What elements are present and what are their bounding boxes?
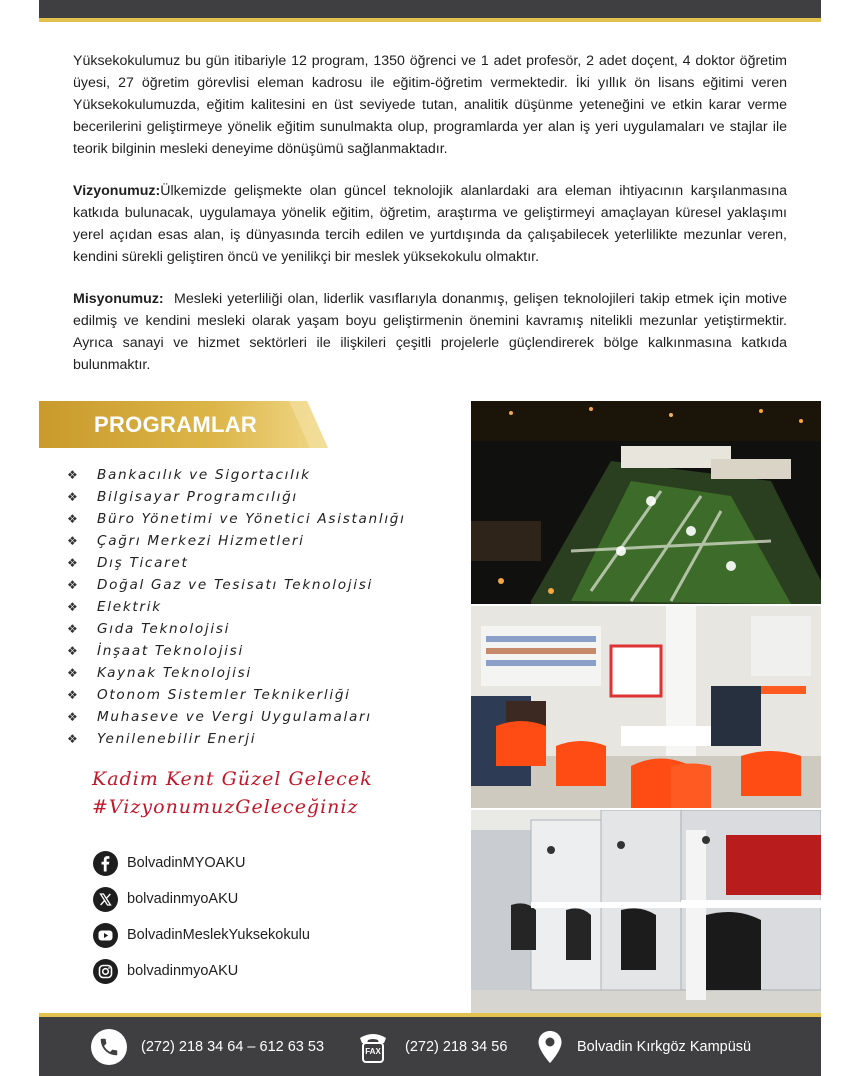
location-pin-icon (537, 1030, 563, 1064)
diamond-bullet-icon: ❖ (67, 468, 78, 482)
slogan-line-1: Kadim Kent Güzel Gelecek (92, 768, 373, 790)
diamond-bullet-icon: ❖ (67, 732, 78, 746)
social-instagram[interactable] (93, 958, 238, 984)
mission-text: Mesleki yeterliliği olan, liderlik vasıflarıyla donanmış, gelişen teknolojileri takip etmek için motive edilmiş ve kendini mesleki olarak yaşam boyu geliştirmenin önemini kavramış nitelikli mezunlar yetiştirmektir. Ayrıca sanayi ve hizmet sektörleri ile ilişkileri çeşitli projelerle güçlendirerek bölge kalkınmasına katkıda bulunmaktır. (73, 291, 787, 373)
program-name: Dış Ticaret (97, 555, 189, 571)
footer-bar (39, 1017, 821, 1076)
diamond-bullet-icon: ❖ (67, 666, 78, 680)
program-name: Çağrı Merkezi Hizmetleri (97, 533, 305, 549)
footer-location[interactable] (537, 1017, 751, 1076)
program-name: Gıda Teknolojisi (97, 621, 231, 637)
program-name: İnşaat Teknolojisi (97, 643, 244, 659)
diamond-bullet-icon: ❖ (67, 534, 78, 548)
youtube-icon (93, 923, 118, 948)
program-name: Büro Yönetimi ve Yönetici Asistanlığı (97, 511, 406, 527)
facebook-icon (93, 851, 118, 876)
diamond-bullet-icon: ❖ (67, 644, 78, 658)
header-accent-line (39, 18, 821, 22)
program-item (67, 552, 406, 574)
diamond-bullet-icon: ❖ (67, 622, 78, 636)
program-name: Muhaseve ve Vergi Uygulamaları (97, 709, 372, 725)
phone-number: (272) 218 34 64 – 612 63 53 (141, 1038, 325, 1055)
social-youtube[interactable] (93, 922, 310, 948)
program-item (67, 728, 406, 750)
fax-icon (355, 1029, 391, 1065)
program-item (67, 574, 406, 596)
diamond-bullet-icon: ❖ (67, 512, 78, 526)
program-name: Otonom Sistemler Teknikerliği (97, 687, 351, 703)
program-name: Bilgisayar Programcılığı (97, 489, 298, 505)
diamond-bullet-icon: ❖ (67, 490, 78, 504)
intro-paragraph: Yüksekokulumuz bu gün itibariyle 12 program, 1350 öğrenci ve 1 adet profesör, 2 adet doçent, 4 doktor öğretim üyesi, 27 öğretim görevlisi eleman kadrosu ile eğitim-öğretim vermektedir. İki yıllık ön lisans eğitimi veren Yüksekokulumuzda, eğitim kalitesini en üst seviyede tutan, analitik düşünme yeteneğini ve etkin karar verme becerilerini geliştirmeye yönelik eğitim sunulmakta olup, programlarda yer alan iş yeri uygulamaları ve stajlar ile teorik bilginin mesleki deneyime dönüşümü sağlanmaktadır. (73, 53, 787, 157)
social-facebook[interactable] (93, 850, 245, 876)
program-item (67, 640, 406, 662)
diamond-bullet-icon: ❖ (67, 688, 78, 702)
programs-list (67, 464, 406, 750)
program-item (67, 618, 406, 640)
social-handle: bolvadinmyoAKU (127, 963, 239, 979)
header-bar (39, 0, 821, 18)
footer-fax[interactable] (355, 1017, 507, 1076)
program-name: Kaynak Teknolojisi (97, 665, 252, 681)
campus-location: Bolvadin Kırkgöz Kampüsü (577, 1038, 752, 1055)
social-handle: BolvadinMeslekYuksekokulu (127, 927, 310, 943)
instagram-icon (93, 959, 118, 984)
mission-label: Misyonumuz: (73, 291, 164, 307)
x-icon (93, 887, 118, 912)
library-photo (471, 606, 821, 808)
diamond-bullet-icon: ❖ (67, 710, 78, 724)
social-handle: BolvadinMYOAKU (127, 855, 246, 871)
call-center-photo (471, 810, 821, 1013)
fax-number: (272) 218 34 56 (405, 1038, 508, 1055)
footer-phone[interactable] (91, 1017, 324, 1076)
program-item (67, 486, 406, 508)
program-name: Bankacılık ve Sigortacılık (97, 467, 311, 483)
program-name: Doğal Gaz ve Tesisatı Teknolojisi (97, 577, 373, 593)
programs-title: PROGRAMLAR (94, 412, 258, 437)
vision-paragraph (73, 180, 787, 268)
program-item (67, 706, 406, 728)
program-item (67, 684, 406, 706)
social-handle: bolvadinmyoAKU (127, 891, 239, 907)
program-item (67, 464, 406, 486)
campus-night-photo (471, 401, 821, 604)
programs-banner (39, 401, 328, 448)
program-item (67, 530, 406, 552)
program-name: Yenilenebilir Enerji (97, 731, 257, 747)
vision-label: Vizyonumuz: (73, 183, 161, 199)
slogan-line-2: #VizyonumuzGeleceğiniz (92, 796, 359, 818)
program-item (67, 596, 406, 618)
program-item (67, 662, 406, 684)
fax-label: FAX (365, 1046, 381, 1056)
vision-text: Ülkemizde gelişmekte olan güncel teknolojik alanlardaki ara eleman ihtiyacının karşılanmasına katkıda bulunacak, uygulamaya yönelik eğitim, öğretim, araştırma ve geliştirmeyi amaçlayan küresel yaklaşımı yerel açıdan esas alan, iş dünyasında tercih edilen ve yurtdışında da çalışabilecek yeterlilikte mezunlar veren, kendini sürekli geliştiren öncü ve yenilikçi bir meslek yüksekokulu olmaktır. (73, 183, 787, 265)
program-item (67, 508, 406, 530)
phone-icon (91, 1029, 127, 1065)
social-x[interactable] (93, 886, 238, 912)
program-name: Elektrik (97, 599, 162, 615)
diamond-bullet-icon: ❖ (67, 556, 78, 570)
diamond-bullet-icon: ❖ (67, 578, 78, 592)
diamond-bullet-icon: ❖ (67, 600, 78, 614)
mission-paragraph (73, 288, 787, 376)
